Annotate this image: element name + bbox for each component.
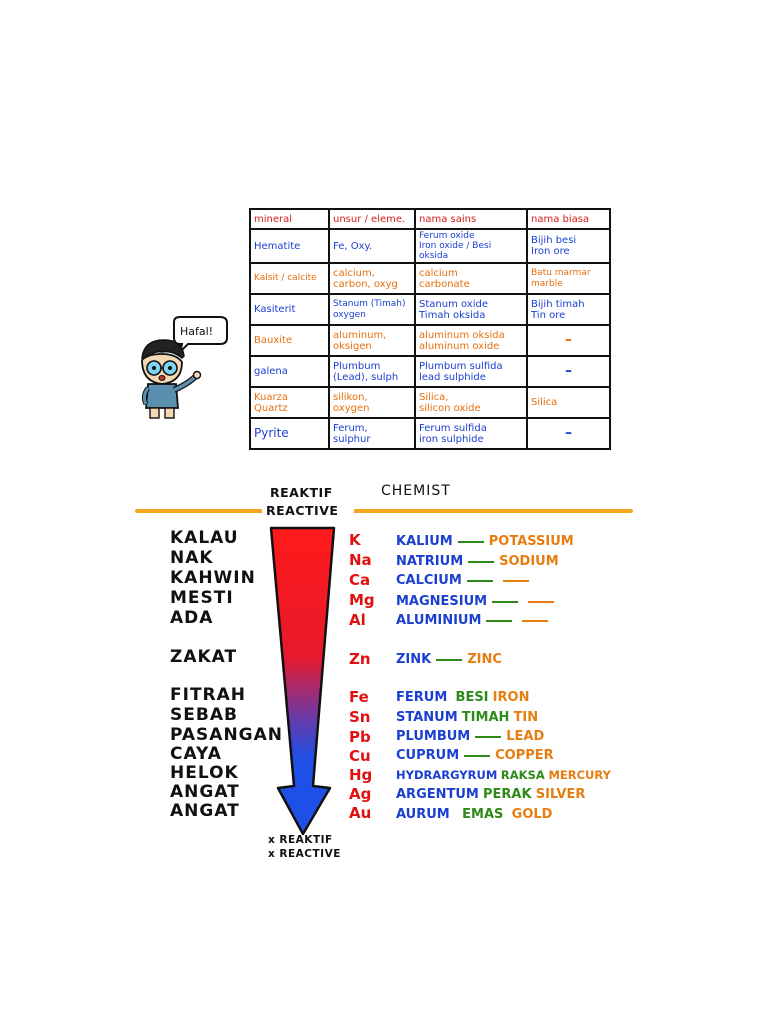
mnemonic-word: CAYA [170, 744, 222, 764]
element-name-row [396, 532, 574, 551]
scientific-name: ARGENTUM [396, 787, 479, 802]
col-header-nama-biasa: nama biasa [527, 209, 610, 229]
col-header-nama-sains: nama sains [415, 209, 527, 229]
mnemonic-word: ANGAT [170, 782, 240, 802]
cell-sains: Silica, silicon oxide [415, 387, 527, 418]
english-name: SILVER [535, 787, 586, 802]
element-symbol: Au [349, 804, 372, 822]
english-name: LEAD [506, 729, 545, 744]
cell-biasa: – [527, 418, 610, 449]
malay-name: EMAS [462, 807, 504, 822]
scientific-name: STANUM [396, 710, 458, 725]
cell-biasa: – [527, 325, 610, 356]
cell-sains: Plumbum sulfida lead sulphide [415, 356, 527, 387]
cell-mineral: Kasiterit [250, 294, 329, 325]
table-row [250, 229, 610, 263]
mnemonic-word: KAHWIN [170, 568, 256, 588]
col-header-mineral: mineral [250, 209, 329, 229]
english-name: POTASSIUM [488, 534, 574, 549]
cell-unsur: Ferum, sulphur [329, 418, 415, 449]
cell-sains: Ferum oxide Iron oxide / Besi oksida [415, 229, 527, 263]
scientific-name: KALIUM [396, 534, 453, 549]
element-symbol: Ag [349, 785, 372, 803]
english-name: TIN [513, 710, 539, 725]
cell-mineral: Hematite [250, 229, 329, 263]
table-header-row [250, 209, 610, 229]
cell-unsur: Fe, Oxy. [329, 229, 415, 263]
scientific-name: HYDRARGYRUM [396, 768, 498, 782]
cell-mineral: Kalsit / calcite [250, 263, 329, 294]
speech-bubble-text: Hafal! [180, 325, 214, 338]
element-name-row [396, 785, 585, 804]
cell-unsur: Plumbum (Lead), sulph [329, 356, 415, 387]
element-name-row [396, 727, 544, 746]
cell-sains: calcium carbonate [415, 263, 527, 294]
element-symbol: Sn [349, 708, 371, 726]
mnemonic-word: KALAU [170, 528, 239, 548]
cell-biasa: Batu marmar marble [527, 263, 610, 294]
element-name-row [396, 805, 552, 824]
element-symbol: Ca [349, 571, 371, 589]
divider-line [135, 509, 633, 513]
cell-unsur: silikon, oxygen [329, 387, 415, 418]
english-name: MERCURY [548, 768, 611, 782]
scientific-name: ALUMINIUM [396, 613, 482, 628]
element-symbol: Mg [349, 591, 375, 609]
english-name: SODIUM [499, 554, 559, 569]
element-name-row [396, 766, 611, 785]
element-symbol: K [349, 531, 361, 549]
reactivity-arrow [268, 526, 338, 838]
scientific-name: ZINK [396, 652, 432, 667]
scientific-name: MAGNESIUM [396, 594, 488, 609]
malay-name: TIMAH [461, 710, 510, 725]
table-row [250, 418, 610, 449]
element-name-row [396, 746, 554, 765]
mnemonic-word: NAK [170, 548, 214, 568]
element-symbol: Cu [349, 747, 371, 765]
element-name-row [396, 552, 559, 571]
cartoon-character [132, 316, 232, 421]
cell-unsur: aluminum, oksigen [329, 325, 415, 356]
mnemonic-word: ADA [170, 608, 214, 628]
header-reactive: REACTIVE [266, 503, 339, 518]
table-row [250, 356, 610, 387]
mnemonic-word: ZAKAT [170, 647, 238, 667]
mnemonic-word: HELOK [170, 763, 239, 783]
malay-name: BESI [455, 690, 489, 705]
scientific-name: CALCIUM [396, 573, 462, 588]
table-row [250, 387, 610, 418]
english-name: COPPER [495, 748, 554, 763]
element-symbol: Fe [349, 688, 369, 706]
element-symbol: Pb [349, 728, 371, 746]
scientific-name: AURUM [396, 807, 450, 822]
english-name: GOLD [511, 807, 553, 822]
element-name-row [396, 708, 538, 727]
cell-sains: aluminum oksida aluminum oxide [415, 325, 527, 356]
element-name-row [396, 592, 559, 611]
table-row [250, 325, 610, 356]
english-name: IRON [492, 690, 530, 705]
malay-name: RAKSA [500, 768, 545, 782]
cell-biasa: – [527, 356, 610, 387]
cell-biasa: Bijih besi Iron ore [527, 229, 610, 263]
element-symbol: Hg [349, 766, 373, 784]
mnemonic-word: MESTI [170, 588, 234, 608]
cell-unsur: calcium, carbon, oxyg [329, 263, 415, 294]
mnemonic-word: PASANGAN [170, 725, 284, 745]
scientific-name: FERUM [396, 690, 448, 705]
element-symbol: Al [349, 611, 366, 629]
header-reaktif: REAKTIF [270, 485, 333, 500]
scientific-name: CUPRUM [396, 748, 460, 763]
element-name-row [396, 688, 529, 707]
table-row [250, 294, 610, 325]
element-symbol: Na [349, 551, 372, 569]
english-name: ZINC [467, 652, 502, 667]
header-chemist: CHEMIST [381, 483, 451, 499]
cell-biasa: Bijih timah Tin ore [527, 294, 610, 325]
cell-sains: Ferum sulfida iron sulphide [415, 418, 527, 449]
cell-mineral: Pyrite [250, 418, 329, 449]
cell-mineral: galena [250, 356, 329, 387]
element-name-row [396, 571, 534, 590]
mineral-table [249, 208, 611, 450]
cell-mineral: Bauxite [250, 325, 329, 356]
element-name-row [396, 611, 553, 630]
mnemonic-word: ANGAT [170, 801, 240, 821]
cell-mineral: Kuarza Quartz [250, 387, 329, 418]
footer-reaktif: x REAKTIF [268, 834, 333, 846]
scientific-name: NATRIUM [396, 554, 464, 569]
mnemonic-word: FITRAH [170, 685, 247, 705]
footer-reactive: x REACTIVE [268, 848, 341, 860]
cell-sains: Stanum oxide Timah oksida [415, 294, 527, 325]
cell-unsur: Stanum (Timah) oxygen [329, 294, 415, 325]
mnemonic-word: SEBAB [170, 705, 238, 725]
element-symbol: Zn [349, 650, 371, 668]
scientific-name: PLUMBUM [396, 729, 471, 744]
col-header-unsur: unsur / eleme. [329, 209, 415, 229]
element-name-row [396, 650, 502, 669]
table-row [250, 263, 610, 294]
malay-name: PERAK [483, 787, 532, 802]
cell-biasa: Silica [527, 387, 610, 418]
